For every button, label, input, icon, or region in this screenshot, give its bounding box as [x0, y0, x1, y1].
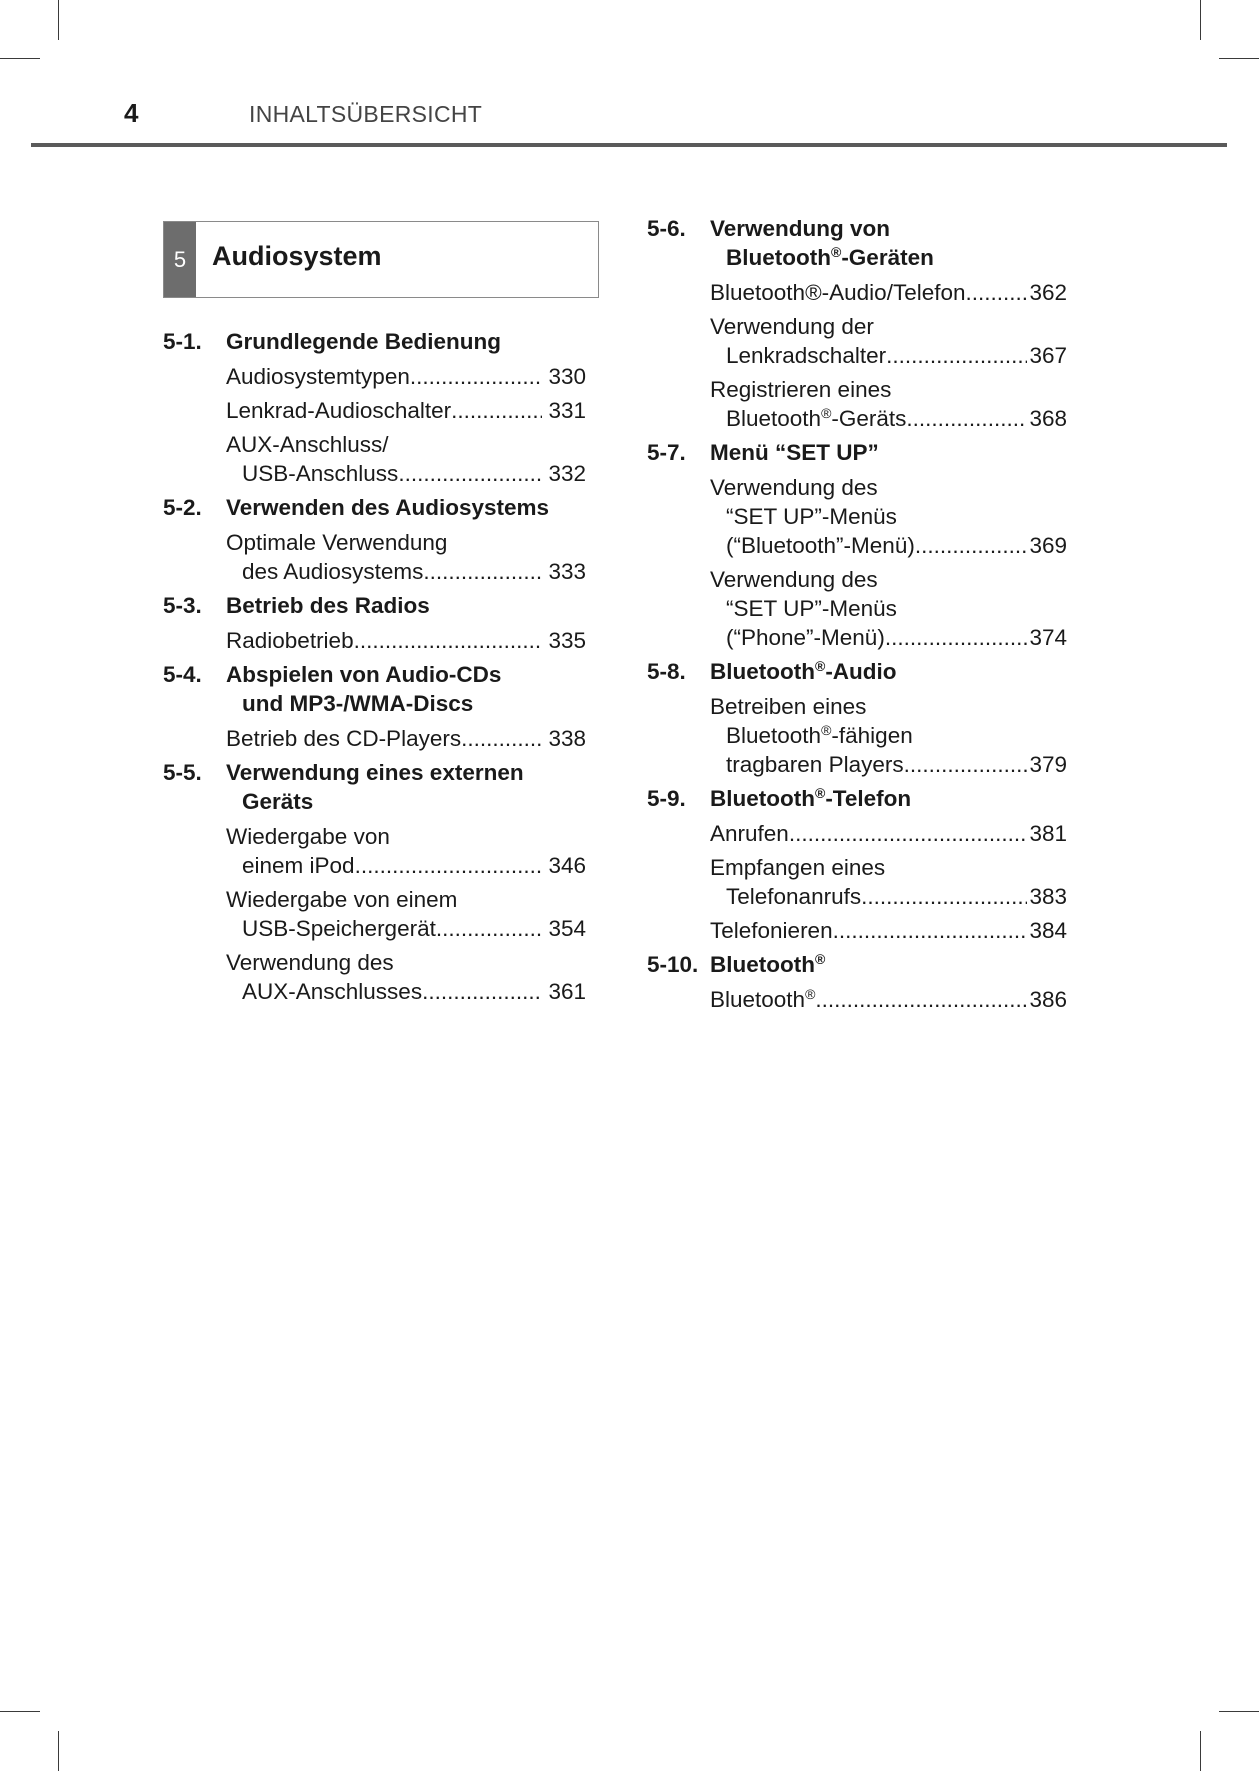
dot-leader: [886, 341, 1027, 370]
toc-entry-line: [226, 396, 586, 425]
toc-entry[interactable]: [163, 724, 586, 753]
section-number: 5-6.: [647, 216, 686, 241]
toc-entry-text: Lenkradschalter: [726, 343, 887, 368]
toc-page-number: 361: [548, 979, 586, 1004]
section-title: [710, 214, 1067, 272]
crop-mark: [1200, 0, 1201, 40]
chapter-number-tab: 5: [164, 222, 196, 297]
section-title-line: Betrieb des Radios: [226, 593, 430, 618]
section-title-line: Geräts: [242, 789, 314, 814]
section-number: 5-7.: [647, 440, 686, 465]
toc-page-number: 354: [548, 916, 586, 941]
toc-section-heading: [163, 660, 586, 718]
toc-page-number: 332: [548, 461, 586, 486]
toc-entry-line: [710, 502, 1067, 531]
section-title: [226, 591, 586, 620]
section-title-line: Bluetooth®: [710, 951, 826, 977]
section-title: [226, 758, 586, 816]
toc-entry[interactable]: [163, 396, 586, 425]
section-title-line: Grundlegende Bedienung: [226, 329, 502, 354]
page-header-title: INHALTSÜBERSICHT: [249, 101, 483, 127]
toc-entry-line: [226, 626, 586, 655]
toc-entry-line: [226, 885, 586, 914]
toc-entry-text: Verwendung der: [710, 314, 874, 339]
dot-leader: [789, 819, 1028, 848]
toc-entry-line: [710, 985, 1067, 1014]
crop-mark: [58, 1731, 59, 1771]
toc-section-heading: [647, 657, 1067, 686]
toc-entry[interactable]: [647, 985, 1067, 1014]
toc-entry-line: [710, 692, 1067, 721]
dot-leader: [410, 362, 543, 391]
toc-page-number: 369: [1029, 533, 1067, 558]
toc-entry-line: [710, 916, 1067, 945]
page-number: 4: [124, 98, 139, 128]
toc-page-number: 333: [548, 559, 586, 584]
dot-leader: [861, 882, 1027, 911]
toc-page-number: 331: [548, 398, 586, 423]
toc-entry-text: einem iPod: [242, 853, 355, 878]
section-number: 5-1.: [163, 329, 202, 354]
section-number: 5-2.: [163, 495, 202, 520]
section-number: 5-10.: [647, 952, 699, 977]
toc-entry-line: [710, 750, 1067, 779]
dot-leader: [436, 914, 543, 943]
dot-leader: [833, 916, 1028, 945]
toc-entry-text: Registrieren eines: [710, 377, 892, 402]
crop-mark: [1219, 58, 1259, 59]
toc-entry-text: Empfangen eines: [710, 855, 886, 880]
toc-entry-text: Wiedergabe von einem: [226, 887, 458, 912]
toc-entry-text: “SET UP”-Menüs: [726, 596, 897, 621]
dot-leader: [354, 626, 543, 655]
toc-entry[interactable]: [647, 692, 1067, 779]
dot-leader: [422, 977, 542, 1006]
toc-entry-line: [226, 557, 586, 586]
dot-leader: [966, 278, 1028, 307]
toc-entry[interactable]: [163, 528, 586, 586]
toc-entry-line: [226, 362, 586, 391]
toc-entry-line: [226, 724, 586, 753]
dot-leader: [355, 851, 543, 880]
dot-leader: [423, 557, 542, 586]
dot-leader: [906, 404, 1027, 433]
toc-entry[interactable]: [647, 312, 1067, 370]
toc-entry[interactable]: [163, 362, 586, 391]
toc-entry-line: [710, 853, 1067, 882]
section-number: 5-9.: [647, 786, 686, 811]
toc-page-number: 330: [548, 364, 586, 389]
toc-page-number: 386: [1029, 987, 1067, 1012]
toc-entry-line: [710, 312, 1067, 341]
chapter-title: Audiosystem: [212, 241, 382, 271]
section-number: 5-3.: [163, 593, 202, 618]
toc-entry[interactable]: [647, 916, 1067, 945]
toc-entry-text: tragbaren Players: [726, 752, 904, 777]
toc-section-heading: [647, 784, 1067, 813]
toc-entry-line: [226, 914, 586, 943]
toc-entry[interactable]: [647, 473, 1067, 560]
toc-entry[interactable]: [163, 822, 586, 880]
crop-mark: [0, 58, 40, 59]
toc-entry-text: USB-Anschluss: [242, 461, 399, 486]
toc-page-number: 381: [1029, 821, 1067, 846]
toc-page-number: 346: [548, 853, 586, 878]
section-title-line: Bluetooth®-Audio: [710, 658, 897, 684]
toc-entry-text: Verwendung des: [710, 475, 878, 500]
toc-page-number: 362: [1029, 280, 1067, 305]
toc-entry-text: Wiedergabe von: [226, 824, 390, 849]
dot-leader: [815, 985, 1027, 1014]
toc-entry-line: [226, 430, 586, 459]
toc-entry-line: [710, 594, 1067, 623]
toc-entry-line: [710, 473, 1067, 502]
header-rule: [31, 143, 1227, 147]
toc-entry[interactable]: [647, 375, 1067, 433]
toc-entry-line: [226, 977, 586, 1006]
toc-entry-line: [226, 822, 586, 851]
toc-entry-line: [710, 278, 1067, 307]
toc-entry[interactable]: [647, 278, 1067, 307]
toc-section-heading: [647, 950, 1067, 979]
toc-entry-text: “SET UP”-Menüs: [726, 504, 897, 529]
toc-entry-text: Bluetooth®-Audio/Telefon: [710, 280, 966, 305]
toc-section-heading: [163, 591, 586, 620]
toc-entry-text: AUX-Anschluss/: [226, 432, 389, 457]
toc-page-number: 374: [1029, 625, 1067, 650]
toc-entry-text: Telefonanrufs: [726, 884, 862, 909]
dot-leader: [451, 396, 542, 425]
toc-entry-text: Bluetooth®-Geräts: [726, 405, 907, 431]
toc-entry-line: [226, 459, 586, 488]
section-number: 5-4.: [163, 662, 202, 687]
section-title: [710, 784, 1067, 813]
toc-entry-text: Verwendung des: [710, 567, 878, 592]
toc-entry-text: Lenkrad-Audioschalter: [226, 398, 452, 423]
toc-entry-line: [710, 341, 1067, 370]
section-title: [710, 950, 1067, 979]
toc-entry-text: des Audiosystems: [242, 559, 424, 584]
toc-entry-line: [226, 851, 586, 880]
toc-entry-text: AUX-Anschlusses: [242, 979, 423, 1004]
toc-section-heading: [163, 493, 586, 522]
toc-page-number: 338: [548, 726, 586, 751]
toc-entry-line: [710, 531, 1067, 560]
toc-page-number: 367: [1029, 343, 1067, 368]
toc-entry[interactable]: [163, 430, 586, 488]
toc-entry-line: [710, 819, 1067, 848]
toc-entry-text: Betrieb des CD-Players: [226, 726, 462, 751]
dot-leader: [885, 623, 1028, 652]
toc-entry-text: (“Phone”-Menü): [726, 625, 885, 650]
toc-column-left: [163, 327, 586, 1011]
toc-entry-line: [710, 721, 1067, 750]
toc-entry-line: [710, 623, 1067, 652]
dot-leader: [904, 750, 1028, 779]
toc-entry-line: [710, 404, 1067, 433]
toc-section-heading: [163, 327, 586, 356]
toc-entry-text: Radiobetrieb: [226, 628, 354, 653]
toc-page-number: 368: [1029, 406, 1067, 431]
dot-leader: [461, 724, 542, 753]
section-number: 5-5.: [163, 760, 202, 785]
dot-leader: [398, 459, 542, 488]
section-title: [226, 493, 586, 522]
crop-mark: [0, 1711, 40, 1712]
dot-leader: [915, 531, 1028, 560]
section-title-line: Abspielen von Audio-CDs: [226, 662, 502, 687]
section-title-line: Verwendung von: [710, 216, 891, 241]
section-title: [226, 327, 586, 356]
section-title-line: und MP3-/WMA-Discs: [242, 691, 474, 716]
toc-entry[interactable]: [163, 885, 586, 943]
toc-section-heading: [647, 214, 1067, 272]
toc-section-heading: [163, 758, 586, 816]
toc-page-number: 384: [1029, 918, 1067, 943]
toc-entry-text: Audiosystemtypen: [226, 364, 410, 389]
toc-entry[interactable]: [163, 626, 586, 655]
section-title-line: Bluetooth®-Geräten: [726, 244, 934, 270]
section-title-line: Verwendung eines externen: [226, 760, 524, 785]
toc-entry-text: Telefonieren: [710, 918, 833, 943]
section-title-line: Menü “SET UP”: [710, 440, 879, 465]
section-title-line: Bluetooth®-Telefon: [710, 785, 912, 811]
section-number: 5-8.: [647, 659, 686, 684]
section-title: [710, 657, 1067, 686]
toc-entry[interactable]: [647, 819, 1067, 848]
crop-mark: [58, 0, 59, 40]
toc-entry-line: [226, 948, 586, 977]
toc-entry-text: Bluetooth®-fähigen: [726, 722, 913, 748]
toc-entry-text: Bluetooth®: [710, 986, 816, 1012]
toc-section-heading: [647, 438, 1067, 467]
section-title: [226, 660, 586, 718]
toc-entry-text: USB-Speichergerät: [242, 916, 436, 941]
toc-page-number: 335: [548, 628, 586, 653]
toc-entry-line: [710, 882, 1067, 911]
crop-mark: [1200, 1731, 1201, 1771]
toc-page-number: 379: [1029, 752, 1067, 777]
toc-entry-text: Anrufen: [710, 821, 789, 846]
toc-entry[interactable]: [647, 565, 1067, 652]
toc-column-right: [647, 214, 1067, 1019]
section-title: [710, 438, 1067, 467]
toc-entry-text: Betreiben eines: [710, 694, 867, 719]
toc-entry-line: [710, 565, 1067, 594]
chapter-heading-box: [163, 221, 599, 298]
toc-entry-line: [226, 528, 586, 557]
toc-entry-text: Verwendung des: [226, 950, 394, 975]
toc-entry-text: (“Bluetooth”-Menü): [726, 533, 915, 558]
toc-page-number: 383: [1029, 884, 1067, 909]
toc-entry-line: [710, 375, 1067, 404]
toc-entry[interactable]: [163, 948, 586, 1006]
section-title-line: Verwenden des Audiosystems: [226, 495, 550, 520]
crop-mark: [1219, 1711, 1259, 1712]
toc-entry[interactable]: [647, 853, 1067, 911]
toc-entry-text: Optimale Verwendung: [226, 530, 448, 555]
